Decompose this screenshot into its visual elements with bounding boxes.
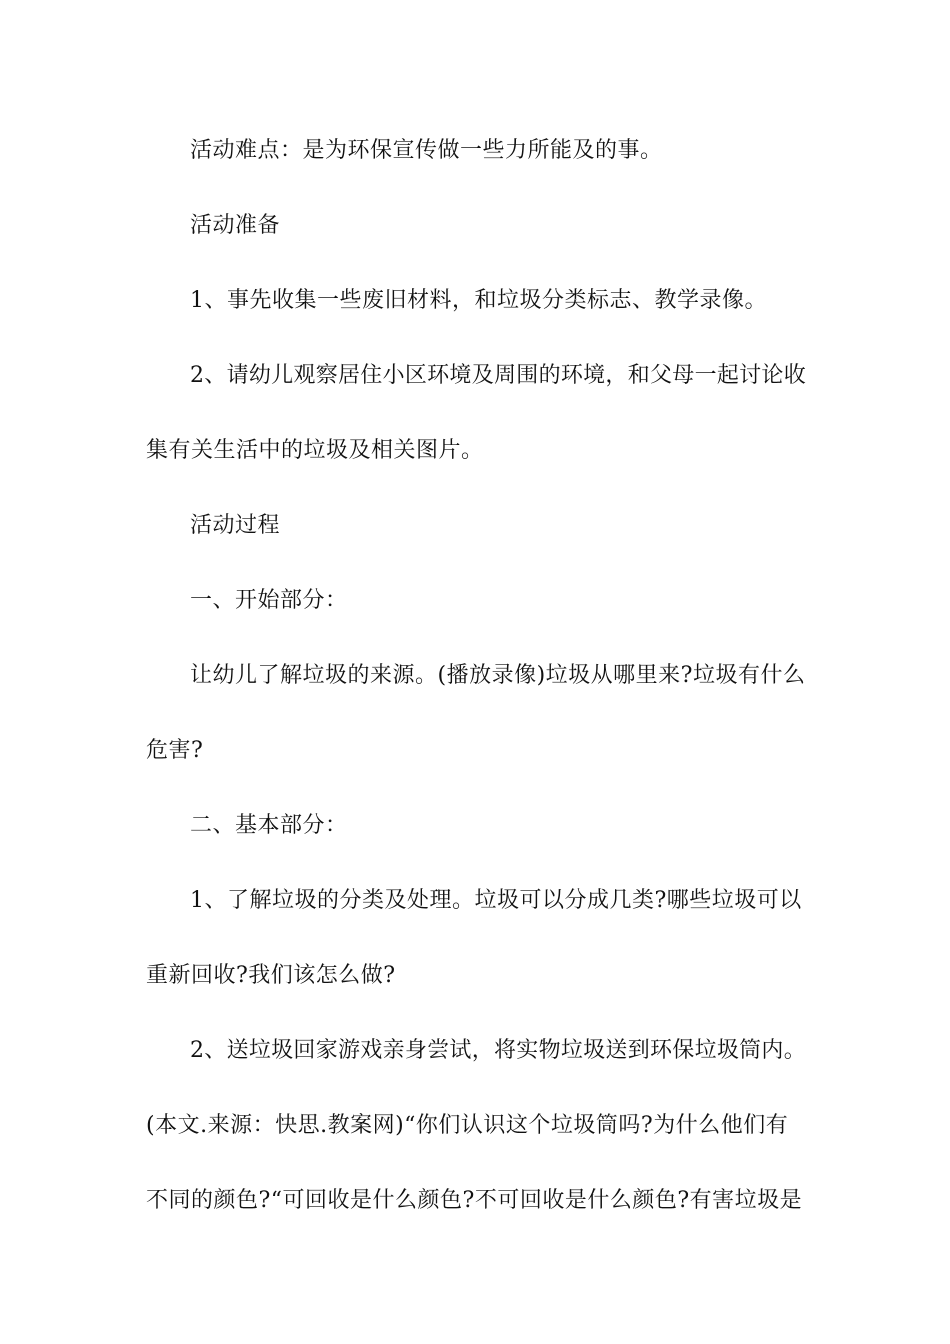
text-line: 2、送垃圾回家游戏亲身尝试，将实物垃圾送到环保垃圾筒内。 bbox=[190, 1038, 806, 1063]
text-line: 危害? bbox=[146, 738, 204, 763]
text-line: 二、基本部分： bbox=[190, 813, 348, 838]
text-line: 重新回收?我们该怎么做? bbox=[146, 963, 396, 988]
text-line: 活动难点：是为环保宣传做一些力所能及的事。 bbox=[190, 138, 663, 163]
text-line: 集有关生活中的垃圾及相关图片。 bbox=[146, 438, 484, 463]
text-line: (本文.来源：快思.教案网)“你们认识这个垃圾筒吗?为什么他们有 bbox=[146, 1113, 789, 1138]
text-line: 让幼儿了解垃圾的来源。(播放录像)垃圾从哪里来?垃圾有什么 bbox=[190, 663, 806, 688]
text-line: 2、请幼儿观察居住小区环境及周围的环境，和父母一起讨论收 bbox=[190, 363, 806, 388]
text-line: 不同的颜色?“可回收是什么颜色?不可回收是什么颜色?有害垃圾是 bbox=[146, 1188, 803, 1213]
section-heading: 活动准备 bbox=[190, 213, 281, 238]
section-heading: 活动过程 bbox=[190, 513, 281, 538]
text-line: 一、开始部分： bbox=[190, 588, 348, 613]
text-line: 1、了解垃圾的分类及处理。垃圾可以分成几类?哪些垃圾可以 bbox=[190, 888, 802, 913]
text-line: 1、事先收集一些废旧材料，和垃圾分类标志、教学录像。 bbox=[190, 288, 767, 313]
